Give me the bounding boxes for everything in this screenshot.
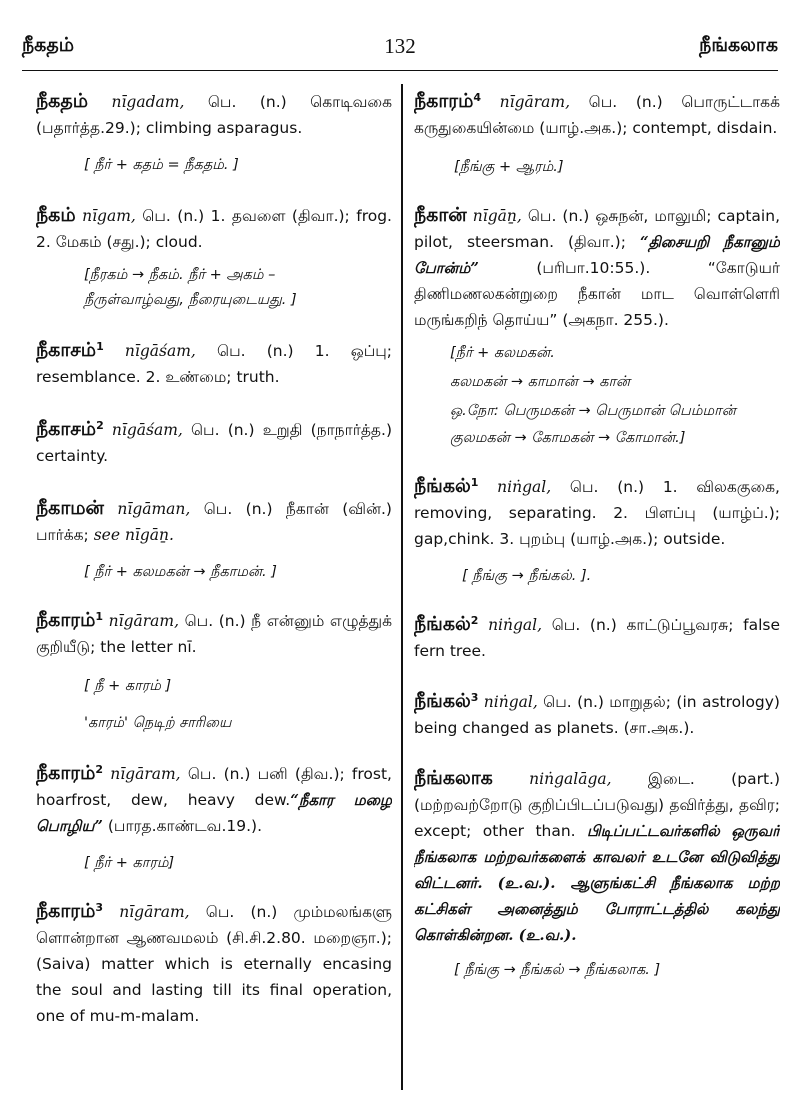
header-rule (22, 70, 778, 71)
etymology-note: [ நீ + காரம் ] (84, 678, 172, 694)
definition: பெ. (n.) பனி (திவ.); frost, hoarfrost, dew, heavy dew. (36, 765, 392, 809)
dictionary-entry (36, 898, 392, 1029)
headword: நீகாசம் (36, 339, 97, 361)
dictionary-entry (36, 607, 392, 736)
etymology-note: நீருள்வாழ்வது, நீரையுடையது. ] (84, 292, 297, 308)
etymology-note: [ நீர் + கலமகன் → நீகாமன். ] (84, 564, 277, 580)
transliteration: nīgāśam, (111, 421, 183, 439)
homograph-number: 2 (96, 418, 104, 432)
etymology-note: [நீங்கு + ஆரம்.] (454, 159, 564, 175)
headword: நீகாரம் (36, 762, 96, 784)
transliteration: nīgāram, (499, 93, 571, 111)
dictionary-entry (414, 688, 780, 741)
definition: பெ. (n.) கொடிவகை (பதார்த்த.29.); climbing asparagus. (36, 93, 392, 137)
transliteration: nīgāman, (117, 500, 191, 518)
homograph-number: 1 (95, 609, 104, 623)
header-right-guideword: நீங்கலாக (699, 34, 778, 56)
definition: பெ. (n.) பொருட்டாகக் கருதுகையின்மை (யாழ்.அக.); contempt, disdain. (414, 93, 780, 137)
left-column (36, 88, 392, 1096)
transliteration: niṅgal, (488, 616, 543, 634)
definition: பெ. (n.) உறுதி (நாநார்த்த.) certainty. (36, 421, 392, 465)
quotation: “நீகார மழை பொழிய” (36, 791, 392, 835)
etymology-note: [ நீங்கு → நீங்கல் → நீங்கலாக. ] (454, 962, 661, 978)
dictionary-entry (414, 473, 780, 589)
definition: பெ. (n.) காட்டுப்பூவரசு; false fern tree. (414, 616, 780, 660)
page-number: 132 (384, 34, 416, 58)
etymology-note: [ நீர் + காரம்] (84, 855, 175, 871)
transliteration: nīgāram, (110, 765, 181, 783)
homograph-number: 2 (95, 762, 104, 776)
etymology-note: [நீரகம் → நீகம். நீர் + அகம் – (84, 267, 276, 283)
headword: நீகாரம் (36, 609, 96, 631)
dictionary-entry (36, 760, 392, 876)
transliteration: nīgāśam, (124, 342, 196, 360)
dictionary-entry (414, 88, 780, 180)
transliteration: nīgāram, (119, 903, 190, 921)
headword: நீகாமன் (36, 497, 104, 519)
dictionary-entry (36, 495, 392, 585)
headword: நீகதம் (36, 90, 88, 112)
transliteration: nīgadam, (111, 93, 185, 111)
headword: நீகம் (36, 204, 76, 226)
definition: பெ. (n.) 1. தவளை (திவா.); frog. 2. மேகம் (சது.); cloud. (36, 207, 392, 251)
transliteration: nīgam, (82, 207, 136, 225)
transliteration: niṅgal, (497, 478, 552, 496)
right-column (414, 88, 780, 1096)
dictionary-entry (414, 611, 780, 664)
homograph-number: 3 (470, 690, 479, 704)
cross-reference: see nīgāṉ. (93, 526, 174, 544)
definition: பெ. (n.) மும்மலங்களு ளொன்றான ஆணவமலம் (சி.சி.2.80. மறைஞா.); (Saiva) matter which is eternally encasing the soul and lasting till its final operation, one of mu-m-malam. (36, 903, 392, 1025)
etymology-note: [நீர் + கலமகன். (450, 345, 555, 361)
headword: நீகான் (414, 204, 467, 226)
etymology-note: [ நீங்கு → நீங்கல். ]. (462, 568, 592, 584)
header-left-guideword: நீகதம் (22, 34, 74, 56)
dictionary-entry (414, 765, 780, 983)
transliteration: niṅgalāga, (529, 770, 612, 788)
etymology-note: குலமகன் → கோமகன் → கோமான்.] (450, 430, 686, 446)
transliteration: nīgāṉ, (472, 207, 522, 225)
homograph-number: 4 (473, 90, 482, 104)
transliteration: nīgāram, (108, 612, 180, 630)
definition: இடை. (part.) (மற்றவற்றோடு குறிப்பிடப்படுவது) தவிர்த்து, தவிர; except; other than. (414, 770, 780, 840)
dictionary-entry (36, 88, 392, 178)
etymology-note: கலமகன் → காமான் → கான் (450, 374, 631, 390)
headword: நீங்கல் (414, 475, 471, 497)
definition: பெ. (n.) 1. விலககுகை, removing, separating. 2. பிளப்பு (யாழ்ப்.); gap,chink. 3. புறம்பு (யாழ்.அக.); outside. (414, 478, 780, 548)
transliteration: niṅgal, (483, 693, 538, 711)
citation: (பரிபா.10:55.). “கோடுயர் திணிமணலகன்றுறை நீகான் மாட வொள்ளெரி மருங்கறிந் தொய்ய” (அகநா. 255.). (414, 259, 780, 329)
dictionary-entry (36, 337, 392, 390)
headword: நீகாசம் (36, 418, 97, 440)
dictionary-entry (36, 202, 392, 313)
homograph-number: 2 (470, 613, 479, 627)
dictionary-entry (414, 202, 780, 451)
definition: பெ. (n.) ஒசுநன், மாலுமி; captain, pilot, steersman. (திவா.); (414, 207, 780, 251)
column-divider (401, 84, 403, 1090)
definition: பெ. (n.) நீ என்னும் எழுத்துக் குறியீடு; the letter nī. (36, 612, 392, 656)
homograph-number: 1 (96, 339, 104, 353)
headword: நீங்கலாக (414, 767, 493, 789)
definition: பெ. (n.) மாறுதல்; (in astrology) being changed as planets. (சா.அக.). (414, 693, 780, 737)
dictionary-entry (36, 416, 392, 469)
headword: நீங்கல் (414, 690, 471, 712)
definition: பெ. (n.) நீகான் (வின்.) பார்க்க; (36, 500, 392, 544)
citation: (பாரத.காண்டவ.19.). (102, 817, 263, 835)
quotation: “திசையறி நீகானும் போன்ம்” (414, 233, 780, 277)
etymology-note: [ நீர் + கதம் = நீகதம். ] (84, 157, 239, 173)
usage-example: பிடிப்பட்டவர்களில் ஒருவர் நீங்கலாக மற்றவர்களைக் காவலர் உடனே விடுவித்து விட்டனர். (உ.வ.). ஆளுங்கட்சி நீங்கலாக மற்ற கட்சிகள் அனைத்தும் போராட்டத்தில் கலந்து கொள்கின்றன. (உ.வ.). (414, 822, 780, 944)
etymology-note: 'காரம்' நெடிற் சாரியை (84, 715, 232, 731)
homograph-number: 3 (95, 900, 104, 914)
headword: நீகாரம் (414, 90, 474, 112)
homograph-number: 1 (470, 475, 479, 489)
headword: நீகாரம் (36, 900, 96, 922)
headword: நீங்கல் (414, 613, 471, 635)
definition: பெ. (n.) 1. ஒப்பு; resemblance. 2. உண்மை; truth. (36, 342, 392, 386)
etymology-note: ஒ.நோ: பெருமகன் → பெருமான் பெம்மான் (450, 403, 736, 419)
page-header (22, 30, 778, 64)
